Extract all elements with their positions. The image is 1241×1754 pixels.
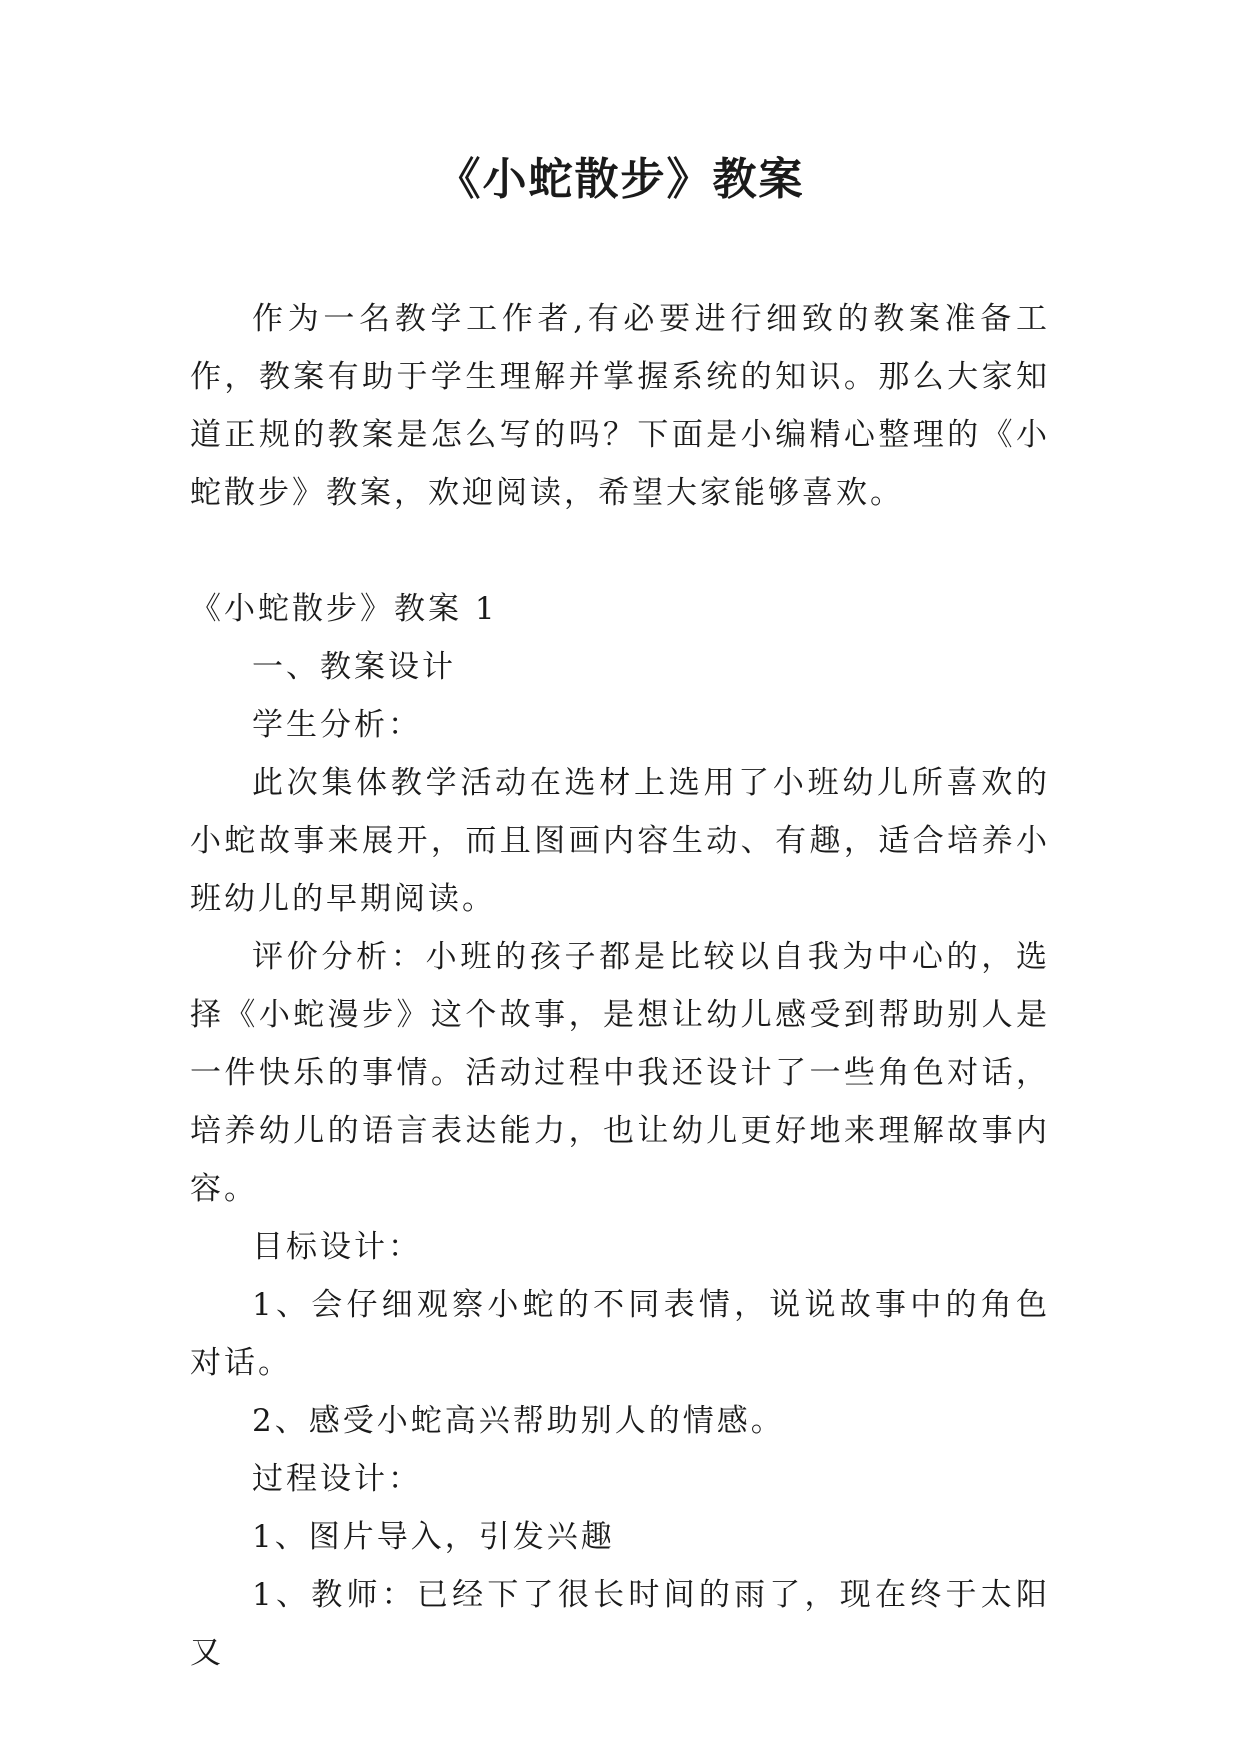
paragraph-student-analysis: 此次集体教学活动在选材上选用了小班幼儿所喜欢的小蛇故事来展开，而且图画内容生动、有趣，适合培养小班幼儿的早期阅读。	[190, 765, 1050, 917]
paragraph-goal-1: 1、会仔细观察小蛇的不同表情，说说故事中的角色对话。	[190, 1287, 1050, 1381]
intro-paragraph: 作为一名教学工作者,有必要进行细致的教案准备工作，教案有助于学生理解并掌握系统的知识。那么大家知道正规的教案是怎么写的吗？下面是小编精心整理的《小蛇散步》教案，欢迎阅读，希望大家能够喜欢。	[190, 301, 1050, 511]
section-heading: 《小蛇散步》教案 1	[190, 591, 498, 627]
paragraph-process-heading: 过程设计：	[252, 1461, 422, 1497]
paragraph-lesson-design: 一、教案设计	[252, 649, 456, 685]
document-title: 《小蛇散步》教案	[436, 154, 805, 205]
paragraph-student-analysis-heading: 学生分析：	[252, 707, 422, 743]
document-body	[190, 290, 1050, 1682]
paragraph-teacher-line: 1、教师：已经下了很长时间的雨了，现在终于太阳又	[190, 1577, 1050, 1671]
paragraph-process-step-1: 1、图片导入，引发兴趣	[252, 1519, 615, 1555]
paragraph-goal-heading: 目标设计：	[252, 1229, 422, 1265]
paragraph-evaluation-analysis: 评价分析：小班的孩子都是比较以自我为中心的，选择《小蛇漫步》这个故事，是想让幼儿感受到帮助别人是一件快乐的事情。活动过程中我还设计了一些角色对话，培养幼儿的语言表达能力，也让幼儿更好地来理解故事内容。	[190, 939, 1050, 1207]
paragraph-goal-2: 2、感受小蛇高兴帮助别人的情感。	[252, 1403, 785, 1439]
